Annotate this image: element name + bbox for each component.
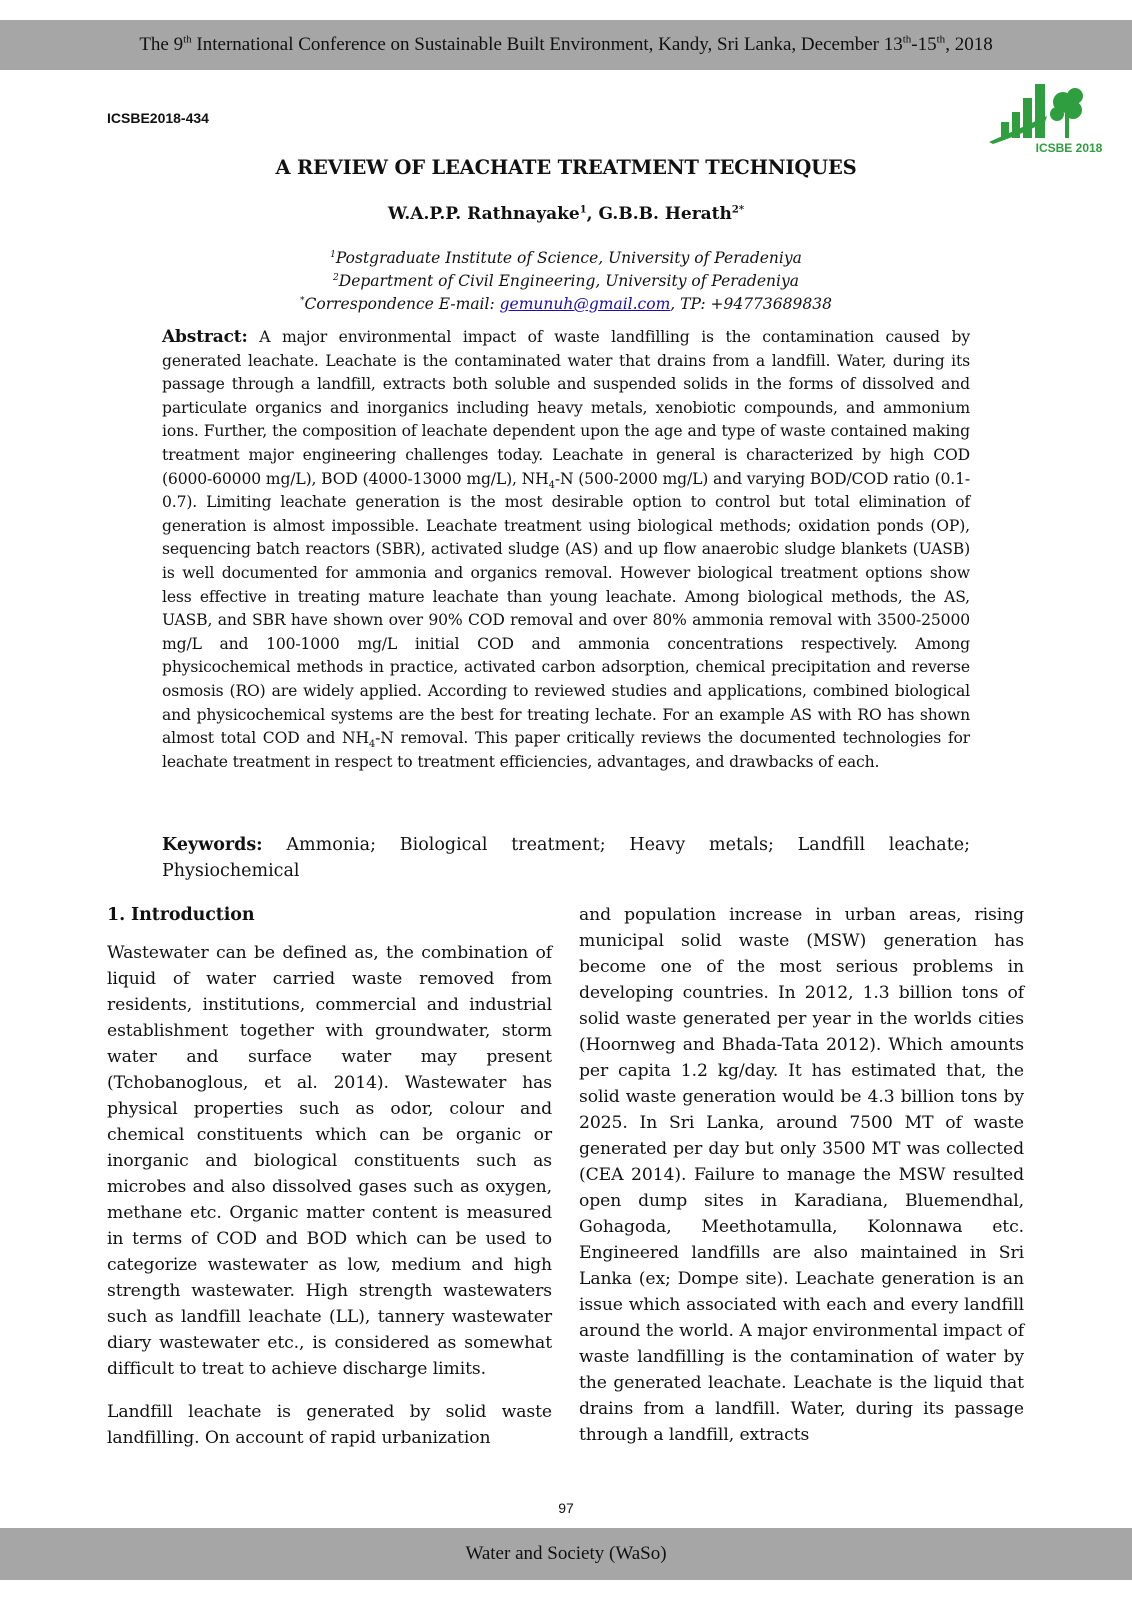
abstract-label: Abstract: — [162, 327, 248, 347]
intro-paragraph-3: and population increase in urban areas, rising municipal solid waste (MSW) generation has become one of the most serious problems in developing countries. In 2012, 1.3 billion tons of solid waste generated per year in the worlds cities (Hoornweg and Bhada-Tata 2012). Which amounts per capita 1.2 kg/day. It has estimated that, the solid waste generation would be 4.3 billion tons by 2025. In Sri Lanka, around 7500 MT of waste generated per day but only 3500 MT was collected (CEA 2014). Failure to manage the MSW resulted open dump sites in Karadiana, Bluemendhal, Gohagoda, Meethotamulla, Kolonnawa etc. Engineered landfills are also maintained in Sri Lanka (ex; Dompe site). Leachate generation is an issue which associated with each and every landfill around the world. A major environmental impact of waste landfilling is the contamination of water by the generated leachate. Leachate is the liquid that drains from a landfill. Water, during its passage through a landfill, extracts — [579, 905, 1024, 1445]
paper-id: ICSBE2018-434 — [107, 110, 209, 126]
abstract-sub-1: 4 — [548, 479, 555, 491]
abstract — [162, 326, 970, 774]
author-2-sup: 2* — [731, 204, 745, 216]
correspondence-suffix: , TP: +94773689838 — [670, 295, 832, 314]
intro-paragraph-2: Landfill leachate is generated by solid waste landfilling. On account of rapid urbanization — [107, 1402, 552, 1448]
header-middle: International Conference on Sustainable Built Environment, Kandy, Sri Lanka, December 13 — [191, 34, 903, 55]
affiliation-1-text: Postgraduate Institute of Science, University of Peradeniya — [335, 249, 802, 268]
author-1-sup: 1 — [579, 204, 587, 216]
author-separator: , — [586, 204, 599, 224]
header-dash: -15 — [911, 34, 937, 55]
header-ord1: th — [183, 33, 192, 46]
authors — [0, 204, 1132, 224]
intro-paragraph-1: Wastewater can be defined as, the combination of liquid of water carried waste removed from residents, institutions, commercial and industrial establishment together with groundwater, storm water and surface water may present (Tchobanoglous, et al. 2014). Wastewater has physical properties such as odor, colour and chemical constituents which can be organic or inorganic and biological constituents such as microbes and also dissolved gases such as oxygen, methane etc. Organic matter content is measured in terms of COD and BOD which can be used to categorize wastewater as low, medium and high strength wastewater. High strength wastewaters such as landfill leachate (LL), tannery wastewater diary wastewater etc., is considered as somewhat difficult to treat to achieve discharge limits. — [107, 943, 552, 1379]
abstract-text-3: -N removal. This paper critically reviews the documented technologies for leachate treatment in respect to treatment efficiencies, advantages, and drawbacks of each. — [162, 729, 970, 771]
affiliation-1-sup: 1 — [330, 250, 336, 260]
icsbe-logo — [985, 76, 1103, 158]
abstract-text-1: A major environmental impact of waste landfilling is the contamination caused by generated leachate. Leachate is the contaminated water that drains from a landfill. Water, during its passage through a landfill, extracts both soluble and suspended solids in the forms of dissolved and particulate organics and inorganics including heavy metals, xenobiotic compounds, and ammonium ions. Further, the composition of leachate dependent upon the age and type of waste contained making treatment major engineering challenges today. Leachate in general is characterized by high COD (6000-60000 mg/L), BOD (4000-13000 mg/L), NH — [162, 328, 970, 488]
header-ord2: th — [902, 33, 912, 46]
author-2: G.B.B. Herath — [598, 204, 732, 224]
author-1: W.A.P.P. Rathnayake — [387, 204, 580, 224]
logo-text: ICSBE 2018 — [1035, 141, 1103, 155]
affiliation-2-text: Department of Civil Engineering, University of Peradeniya — [338, 272, 799, 291]
keywords-text: Ammonia; Biological treatment; Heavy metals; Landfill leachate; Physiochemical — [162, 835, 970, 881]
correspondence-prefix: Correspondence E-mail: — [304, 295, 500, 314]
abstract-text-2: -N (500-2000 mg/L) and varying BOD/COD ratio (0.1-0.7). Limiting leachate generation is the most desirable option to control but total elimination of generation is almost impossible. Leachate treatment using biological methods; oxidation ponds (OP), sequencing batch reactors (SBR), activated sludge (AS) and up flow anaerobic sludge blankets (UASB) is well documented for ammonia and organics removal. However biological treatment options show less effective in treating mature leachate than young leachate. Among biological methods, the AS, UASB, and SBR have shown over 90% COD removal and over 80% ammonia removal with 3500-25000 mg/L and 100-1000 mg/L initial COD and ammonia concentrations respectively. Among physicochemical methods in practice, activated carbon adsorption, chemical precipitation and reverse osmosis (RO) are widely applied. According to reviewed studies and applications, combined biological and physicochemical systems are the best for treating lechate. For an example AS with RO has shown almost total COD and NH — [162, 469, 970, 748]
conference-header — [0, 20, 1132, 70]
header-prefix: The 9 — [139, 34, 184, 55]
page-number: 97 — [558, 1500, 574, 1516]
email-link[interactable]: gemunuh@gmail.com — [499, 295, 671, 314]
affiliation-2-sup: 2 — [333, 273, 339, 283]
paper-title: A REVIEW OF LEACHATE TREATMENT TECHNIQUES — [275, 156, 857, 179]
header-suffix: , 2018 — [945, 34, 993, 55]
header-ord3: th — [936, 33, 946, 46]
keywords-label: Keywords: — [162, 835, 263, 855]
footer: Water and Society (WaSo) — [0, 1528, 1132, 1580]
left-column — [107, 902, 552, 1468]
correspondence-sup: * — [300, 296, 305, 306]
keywords — [162, 832, 970, 884]
correspondence — [0, 290, 1132, 316]
right-column — [579, 902, 1024, 1465]
abstract-sub-2: 4 — [368, 739, 376, 751]
section-heading-introduction: 1. Introduction — [107, 905, 255, 925]
